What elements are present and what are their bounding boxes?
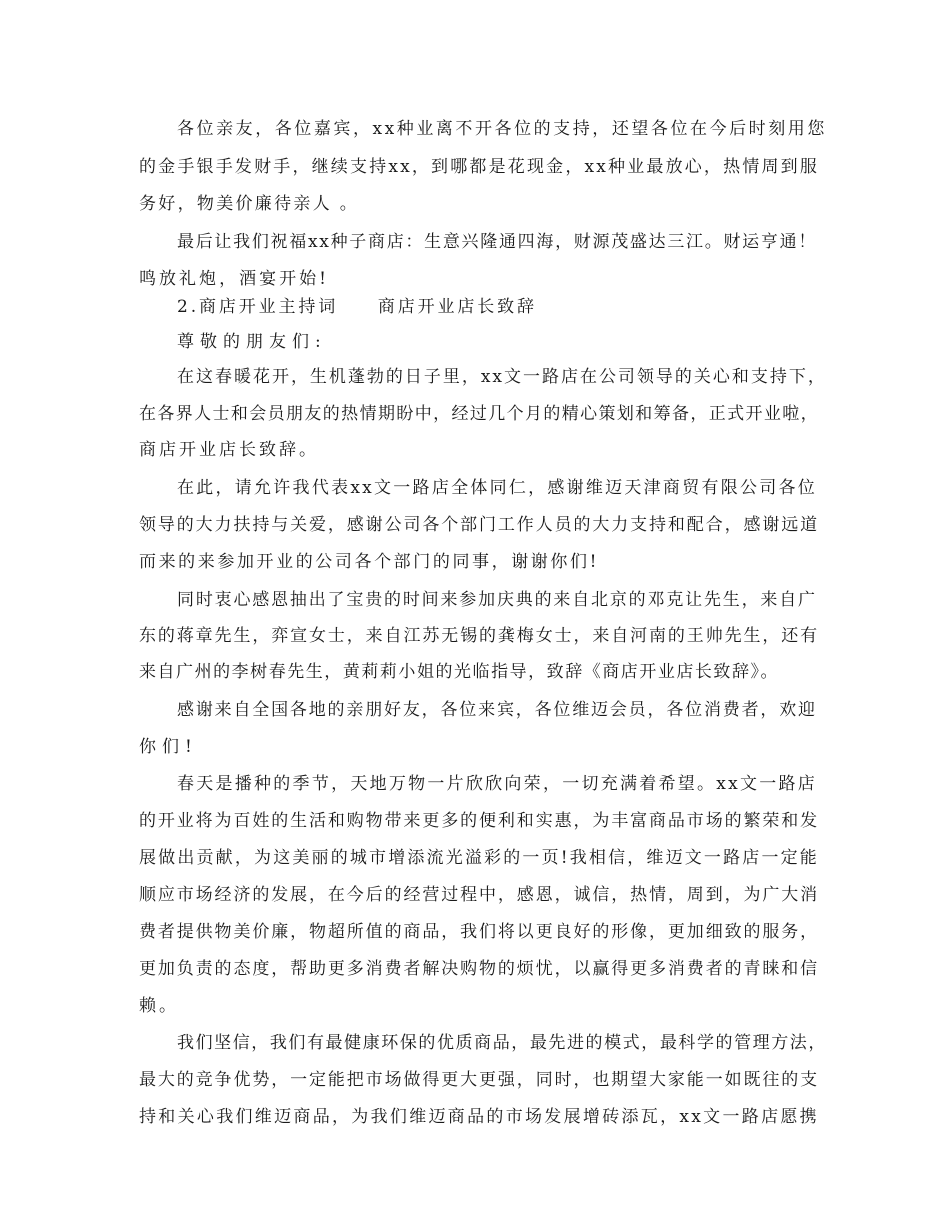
text-line: 务好，物美价廉待亲人 。 <box>139 194 360 214</box>
text-line: 而来的来参加开业的公司各个部门的同事，谢谢你们! <box>139 552 599 572</box>
text-line: 领导的大力扶持与关爱，感谢公司各个部门工作人员的大力支持和配合，感谢远道 <box>139 515 820 535</box>
text-line: 费者提供物美价廉，物超所值的商品，我们将以更良好的形像，更加细致的服务， <box>139 922 820 942</box>
text-line: 最大的竞争优势，一定能把市场做得更大更强，同时，也期望大家能一如既往的支 <box>139 1070 820 1090</box>
text-line: 展做出贡献，为这美丽的城市增添流光溢彩的一页!我相信，维迈文一路店一定能 <box>139 848 819 868</box>
text-line: 在这春暖花开，生机蓬勃的日子里，xx文一路店在公司领导的关心和支持下， <box>177 367 827 387</box>
text-line: 在各界人士和会员朋友的热情期盼中，经过几个月的精心策划和筹备，正式开业啦， <box>139 404 820 424</box>
text-line: 的金手银手发财手，继续支持xx，到哪都是花现金，xx种业最放心，热情周到服 <box>139 157 820 177</box>
text-line: 春天是播种的季节，天地万物一片欣欣向荣，一切充满着希望。xx文一路店 <box>177 774 818 794</box>
text-line: 的开业将为百姓的生活和购物带来更多的便利和实惠，为丰富商品市场的繁荣和发 <box>139 811 820 831</box>
text-line: 感谢来自全国各地的亲朋好友，各位来宾，各位维迈会员，各位消费者，欢迎 <box>177 700 817 720</box>
text-line: 在此，请允许我代表xx文一路店全体同仁，感谢维迈天津商贸有限公司各位 <box>177 478 818 498</box>
text-line: 持和关心我们维迈商品，为我们维迈商品的市场发展增砖添瓦，xx文一路店愿携 <box>139 1107 819 1127</box>
text-line: 你们! <box>139 737 198 757</box>
text-line: 最后让我们祝福xx种子商店：生意兴隆通四海，财源茂盛达三江。财运亨通！ <box>177 232 818 252</box>
text-line: 商店开业店长致辞。 <box>139 440 319 460</box>
text-line: 东的蒋章先生，弈宣女士，来自江苏无锡的龚梅女士，来自河南的王帅先生，还有 <box>139 626 820 646</box>
text-line: 更加负责的态度，帮助更多消费者解决购物的烦忧，以赢得更多消费者的青睐和信 <box>139 959 820 979</box>
section-heading: 2.商店开业主持词 商店开业店长致辞 <box>177 297 537 317</box>
text-line: 各位亲友，各位嘉宾，xx种业离不开各位的支持，还望各位在今后时刻用您 <box>177 119 827 139</box>
text-line: 赖。 <box>139 996 179 1016</box>
text-line: 我们坚信，我们有最健康环保的优质商品，最先进的模式，最科学的管理方法， <box>177 1033 827 1053</box>
text-line: 顺应市场经济的发展，在今后的经营过程中，感恩，诚信，热情，周到，为广大消 <box>139 885 820 905</box>
text-line: 来自广州的李树春先生，黄莉莉小姐的光临指导，致辞《商店开业店长致辞》。 <box>139 662 780 682</box>
text-line: 鸣放礼炮，酒宴开始! <box>139 269 330 289</box>
salutation: 尊敬的朋友们: <box>177 332 327 352</box>
text-line: 同时衷心感恩抽出了宝贵的时间来参加庆典的来自北京的邓克让先生，来自广 <box>177 590 817 610</box>
